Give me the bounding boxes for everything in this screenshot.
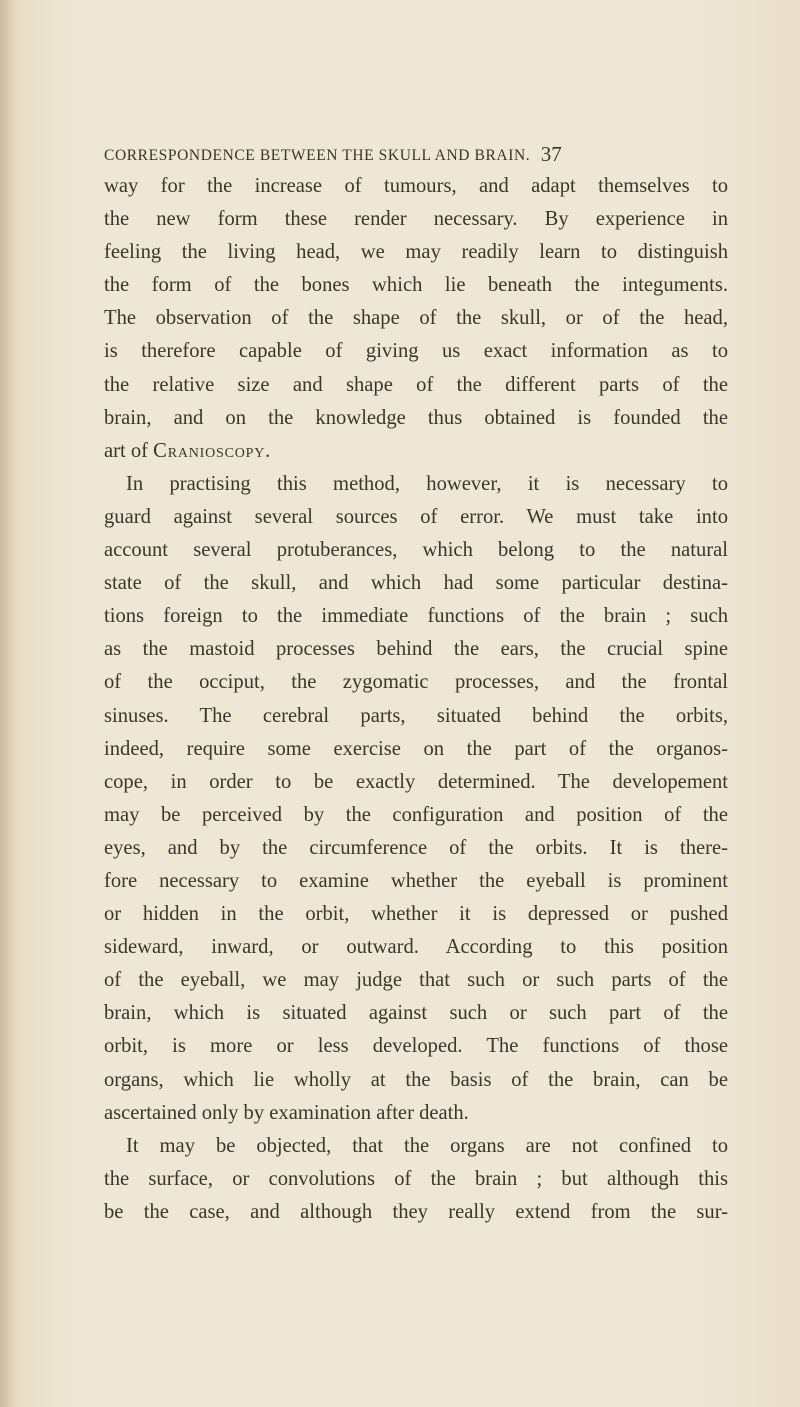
text-line: indeed, require some exercise on the part of the organos-: [104, 737, 728, 760]
text-line: eyes, and by the circumference of the orbits. It is there-: [104, 836, 728, 859]
text-line: of the occiput, the zygomatic processes, and the frontal: [104, 671, 728, 694]
text-line: the relative size and shape of the different parts of the: [104, 373, 728, 396]
binding-shadow: [0, 0, 16, 1407]
text-line: The observation of the shape of the skull, or of the head,: [104, 307, 728, 330]
text-line: the new form these render necessary. By experience in: [104, 208, 728, 231]
text-line-content: art of Cranioscopy.: [104, 439, 271, 462]
running-header: [104, 142, 744, 167]
text-line-cranioscopy: [104, 435, 728, 468]
text-line: state of the skull, and which had some particular destina-: [104, 572, 728, 595]
text-line: the surface, or convolutions of the brain ; but although this: [104, 1167, 728, 1190]
text-line: or hidden in the orbit, whether it is depressed or pushed: [104, 903, 728, 926]
text-line: cope, in order to be exactly determined. The developement: [104, 770, 728, 793]
text-line: the form of the bones which lie beneath the integuments.: [104, 274, 728, 297]
text-line: is therefore capable of giving us exact information as to: [104, 340, 728, 363]
text-line: of the eyeball, we may judge that such or such parts of the: [104, 969, 728, 992]
page-number: 37: [540, 142, 562, 166]
text-line: guard against several sources of error. We must take into: [104, 505, 728, 528]
text-line: be the case, and although they really extend from the sur-: [104, 1200, 728, 1223]
running-title: CORRESPONDENCE BETWEEN THE SKULL AND BRAIN.: [104, 147, 531, 164]
text-line: orbit, is more or less developed. The functions of those: [104, 1035, 728, 1058]
text-line: sinuses. The cerebral parts, situated behind the orbits,: [104, 704, 728, 727]
text-line: fore necessary to examine whether the eyeball is prominent: [104, 869, 728, 892]
text-line: tions foreign to the immediate functions of the brain ; such: [104, 605, 728, 628]
text-line: way for the increase of tumours, and adapt themselves to: [104, 175, 728, 197]
paragraph-start-line: It may be objected, that the organs are not confined to: [126, 1134, 728, 1157]
term-cranioscopy: Cranioscopy: [153, 439, 266, 462]
text-line: organs, which lie wholly at the basis of the brain, can be: [104, 1068, 728, 1091]
text-line: ascertained only by examination after death.: [104, 1101, 469, 1124]
text-line: brain, which is situated against such or such part of the: [104, 1002, 728, 1025]
text-line: feeling the living head, we may readily learn to distinguish: [104, 241, 728, 264]
body-text: [104, 170, 728, 1229]
paragraph-start-line: In practising this method, however, it is necessary to: [126, 472, 728, 495]
text-line: sideward, inward, or outward. According to this position: [104, 936, 728, 959]
text-line: as the mastoid processes behind the ears, the crucial spine: [104, 638, 728, 661]
text-line: account several protuberances, which belong to the natural: [104, 539, 728, 562]
text-line: may be perceived by the configuration and position of the: [104, 803, 728, 826]
text-line: brain, and on the knowledge thus obtained is founded the: [104, 406, 728, 429]
